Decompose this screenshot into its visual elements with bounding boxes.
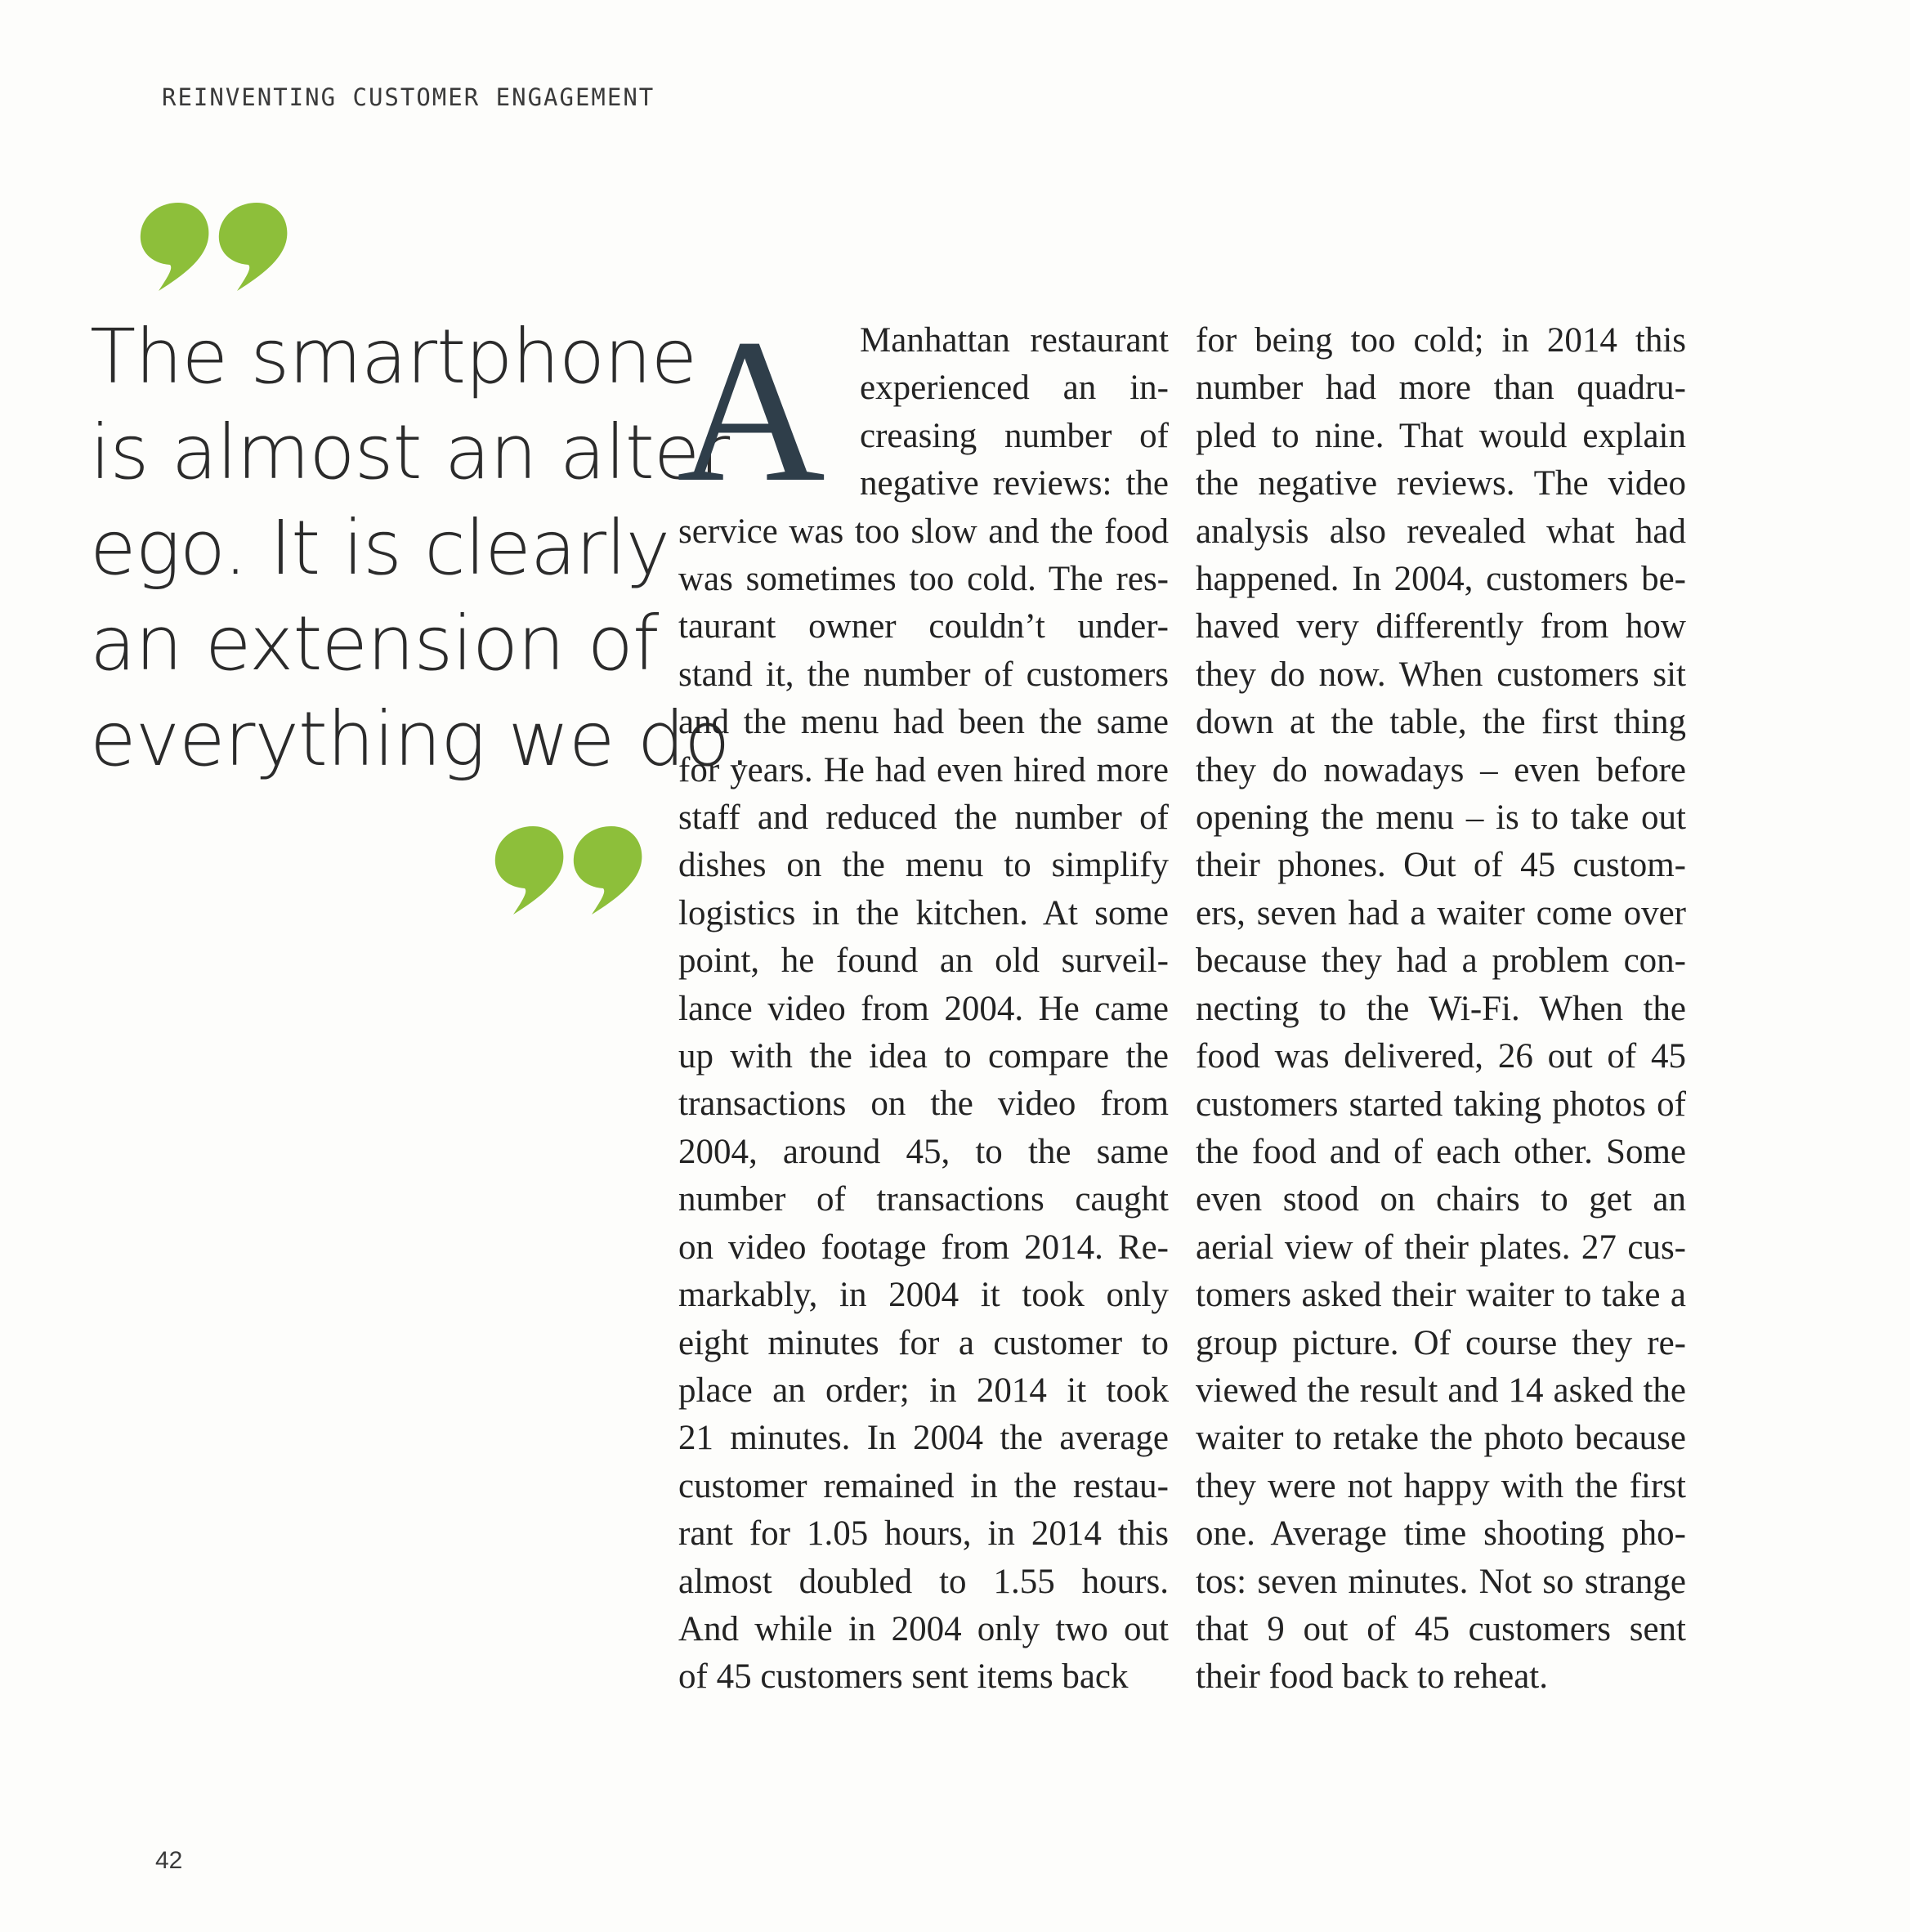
pull-quote-line: ego. It is clearly <box>90 504 670 592</box>
body-line: even stood on chairs to get an <box>1196 1180 1686 1219</box>
body-line: customers started taking photos of <box>1196 1085 1686 1124</box>
body-line: negative reviews: the <box>860 464 1169 503</box>
body-line: rant for 1.05 hours, in 2014 this <box>678 1514 1169 1554</box>
body-line: number of transactions caught <box>678 1180 1169 1219</box>
body-line: number had more than quadru- <box>1196 369 1686 408</box>
body-line: was sometimes too cold. The res- <box>678 560 1169 598</box>
body-line: waiter to retake the photo because <box>1196 1419 1686 1458</box>
body-line: almost doubled to 1.55 hours. <box>678 1562 1169 1601</box>
pull-quote-line: an extension of <box>90 600 659 687</box>
body-line: taurant owner couldn’t under- <box>678 607 1169 646</box>
article-column-2 <box>1196 317 1686 1702</box>
body-line: tos: seven minutes. Not so strange <box>1196 1562 1686 1601</box>
body-line: transactions on the video from <box>678 1085 1169 1124</box>
body-line: necting to the Wi-Fi. When the <box>1196 989 1686 1028</box>
body-line: service was too slow and the food <box>678 512 1169 551</box>
body-line: group picture. Of course they re- <box>1196 1323 1686 1362</box>
quote-close-icon <box>490 821 654 924</box>
pull-quote-line: everything we do. <box>90 695 752 783</box>
article-column-1 <box>677 296 1169 1702</box>
body-line: that 9 out of 45 customers sent <box>1196 1609 1686 1648</box>
body-line: ers, seven had a waiter come over <box>1196 893 1686 932</box>
pull-quote-line: is almost an alter <box>90 409 730 496</box>
body-line: pled to nine. That would explain <box>1196 416 1686 455</box>
body-line: markably, in 2004 it took only <box>678 1276 1169 1315</box>
body-line: point, he found an old surveil- <box>678 941 1169 981</box>
body-line: lance video from 2004. He came <box>678 989 1169 1028</box>
body-line: And while in 2004 only two out <box>678 1609 1169 1648</box>
body-line: dishes on the menu to simplify <box>678 846 1169 885</box>
body-line: food was delivered, 26 out of 45 <box>1196 1037 1686 1076</box>
body-line: their phones. Out of 45 custom- <box>1196 846 1686 885</box>
body-line: staff and reduced the number of <box>678 798 1169 838</box>
body-line: they do now. When customers sit <box>1196 655 1686 694</box>
dropcap-block <box>677 296 1169 525</box>
running-header: REINVENTING CUSTOMER ENGAGEMENT <box>162 83 655 111</box>
body-line: stand it, the number of customers <box>678 655 1169 694</box>
body-line: down at the table, the first thing <box>1196 703 1686 742</box>
body-line: 2004, around 45, to the same <box>678 1132 1169 1171</box>
body-line: tomers asked their waiter to take a <box>1196 1276 1686 1315</box>
body-line: happened. In 2004, customers be- <box>1196 560 1686 599</box>
body-line: analysis also revealed what had <box>1196 512 1686 551</box>
body-line: customer remained in the restau- <box>678 1466 1169 1505</box>
body-line: place an order; in 2014 it took <box>678 1371 1169 1410</box>
body-line: the negative reviews. The video <box>1196 464 1686 503</box>
body-line: eight minutes for a customer to <box>678 1323 1169 1362</box>
body-line: of 45 customers sent items back <box>678 1657 1129 1697</box>
body-line: haved very differently from how <box>1196 607 1686 646</box>
body-line: and the menu had been the same <box>678 703 1169 742</box>
body-line: experienced an in- <box>860 369 1169 408</box>
page-number: 42 <box>155 1847 183 1874</box>
body-line: opening the menu – is to take out <box>1196 798 1686 838</box>
dropcap-letter: A <box>677 296 825 525</box>
body-line: they were not happy with the first <box>1196 1466 1686 1505</box>
pull-quote-line: The smartphone <box>90 313 697 400</box>
body-line: for being too cold; in 2014 this <box>1196 321 1686 360</box>
body-line: because they had a problem con- <box>1196 941 1686 981</box>
body-line: Manhattan restaurant <box>860 321 1169 360</box>
body-line: aerial view of their plates. 27 cus- <box>1196 1228 1686 1267</box>
quote-open-icon <box>136 198 299 301</box>
body-line: for years. He had even hired more <box>678 750 1169 789</box>
body-line: viewed the result and 14 asked the <box>1196 1371 1686 1410</box>
body-line: logistics in the kitchen. At some <box>678 893 1169 932</box>
body-line: they do nowadays – even before <box>1196 750 1686 789</box>
body-line: one. Average time shooting pho- <box>1196 1514 1686 1554</box>
body-line: the food and of each other. Some <box>1196 1132 1686 1171</box>
body-line: 21 minutes. In 2004 the average <box>678 1419 1169 1458</box>
body-line: creasing number of <box>860 416 1169 455</box>
body-line: on video footage from 2014. Re- <box>678 1228 1169 1267</box>
body-line: up with the idea to compare the <box>678 1037 1169 1076</box>
pull-quote <box>90 309 752 787</box>
body-line: their food back to reheat. <box>1196 1657 1549 1697</box>
